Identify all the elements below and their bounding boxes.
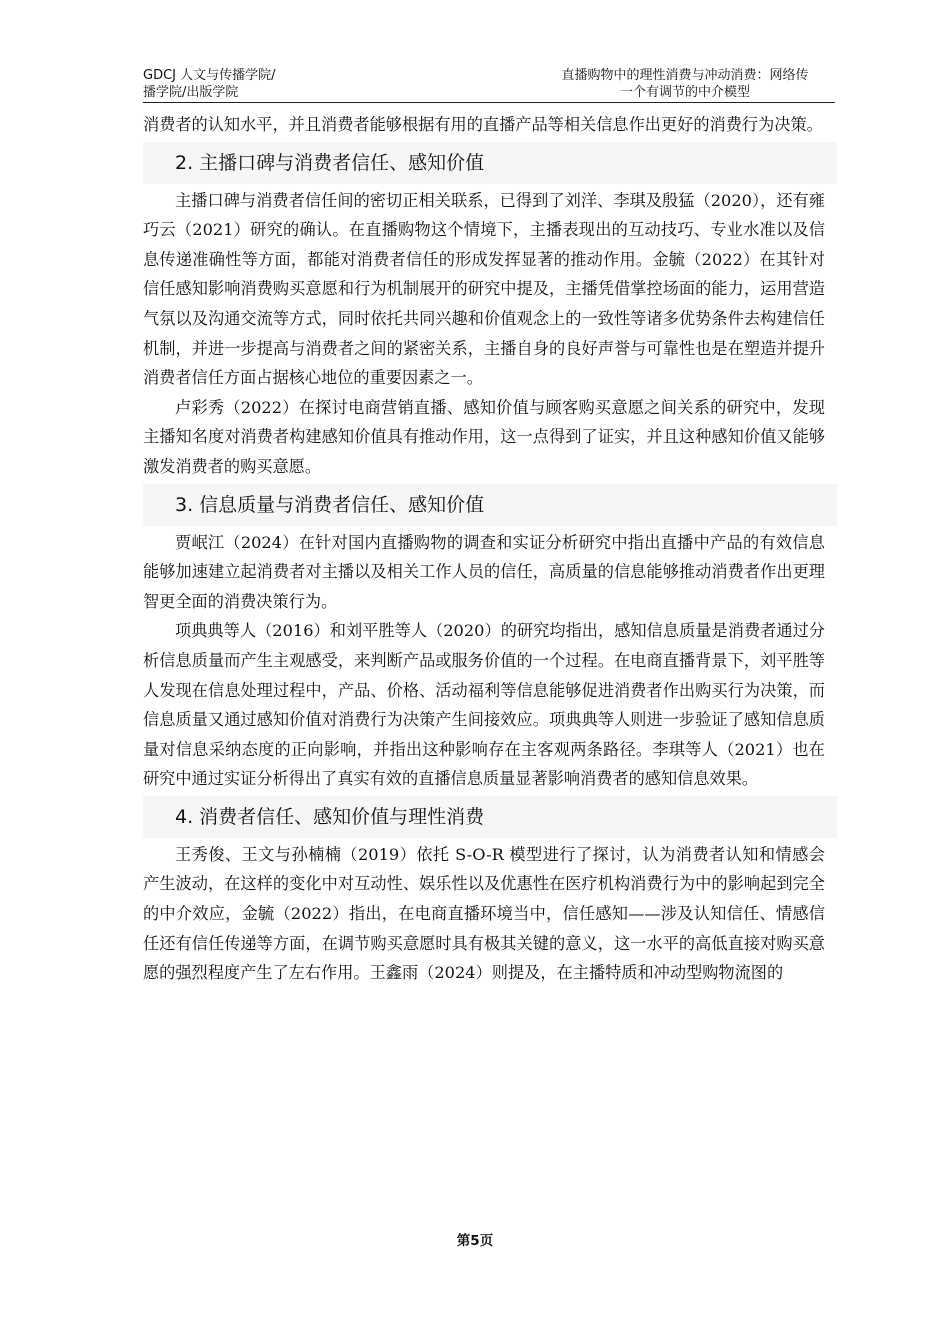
page-body	[143, 110, 825, 988]
section-4-paragraph-1: 王秀俊、王文与孙楠楠（2019）依托 S-O-R 模型进行了探讨，认为消费者认知和情感会产生波动，在这样的变化中对互动性、娱乐性以及优惠性在医疗机构消费行为中的影响起到完全的中介效应，金毓（2022）指出，在电商直播环境当中，信任感知——涉及认知信任、情感信任还有信任传递等方面，在调节购买意愿时具有极其关键的意义，这一水平的高低直接对购买意愿的强烈程度产生了左右作用。王鑫雨（2024）则提及，在主播特质和冲动型购物流图的	[143, 844, 825, 983]
header-right-line2: 一个有调节的中介模型	[619, 85, 750, 100]
section-3-heading: 3. 信息质量与消费者信任、感知价值	[143, 484, 837, 526]
page-header	[143, 66, 835, 103]
header-institution	[143, 67, 373, 101]
header-right-line1: 直播购物中的理性消费与冲动消费：网络传	[561, 68, 809, 83]
page-number: 第5页	[456, 1233, 494, 1249]
section-3-paragraph-2: 项典典等人（2016）和刘平胜等人（2020）的研究均指出，感知信息质量是消费者通过分析信息质量而产生主观感受，来判断产品或服务价值的一个过程。在电商直播背景下，刘平胜等人发现在信息处理过程中，产品、价格、活动福利等信息能够促进消费者作出购买行为决策，而信息质量又通过感知价值对消费行为决策产生间接效应。项典典等人则进一步验证了感知信息质量对信息采纳态度的正向影响，并指出这种影响存在主客观两条路径。李琪等人（2021）也在研究中通过实证分析得出了真实有效的直播信息质量显著影响消费者的感知信息效果。	[143, 621, 825, 789]
section-2-heading: 2. 主播口碑与消费者信任、感知价值	[143, 142, 837, 184]
intro-paragraph: 消费者的认知水平，并且消费者能够根据有用的直播产品等相关信息作出更好的消费行为决策。	[143, 115, 823, 134]
section-4-heading: 4. 消费者信任、感知价值与理性消费	[143, 796, 837, 838]
section-2-paragraph-2: 卢彩秀（2022）在探讨电商营销直播、感知价值与顾客购买意愿之间关系的研究中，发现主播知名度对消费者构建感知价值具有推动作用，这一点得到了证实，并且这种感知价值又能够激发消费者的购买意愿。	[143, 397, 825, 476]
section-2-paragraph-1: 主播口碑与消费者信任间的密切正相关联系，已得到了刘洋、李琪及殷猛（2020），还有雍巧云（2021）研究的确认。在直播购物这个情境下，主播表现出的互动技巧、专业水准以及信息传递准确性等方面，都能对消费者信任的形成发挥显著的推动作用。金毓（2022）在其针对信任感知影响消费购买意愿和行为机制展开的研究中提及，主播凭借掌控场面的能力，运用营造气氛以及沟通交流等方式，同时依托共同兴趣和价值观念上的一致性等诸多优势条件去构建信任机制，并进一步提高与消费者之间的紧密关系，主播自身的良好声誉与可靠性也是在塑造并提升消费者信任方面占据核心地位的重要因素之一。	[143, 190, 825, 388]
header-left-line2: 播学院/出版学院	[143, 85, 239, 100]
header-paper-title	[535, 67, 835, 101]
header-left-line1: GDCJ 人文与传播学院/	[143, 68, 276, 83]
section-3-paragraph-1: 贾岷江（2024）在针对国内直播购物的调查和实证分析研究中指出直播中产品的有效信息能够加速建立起消费者对主播以及相关工作人员的信任，高质量的信息能够推动消费者作出更理智更全面的消费决策行为。	[143, 532, 825, 611]
